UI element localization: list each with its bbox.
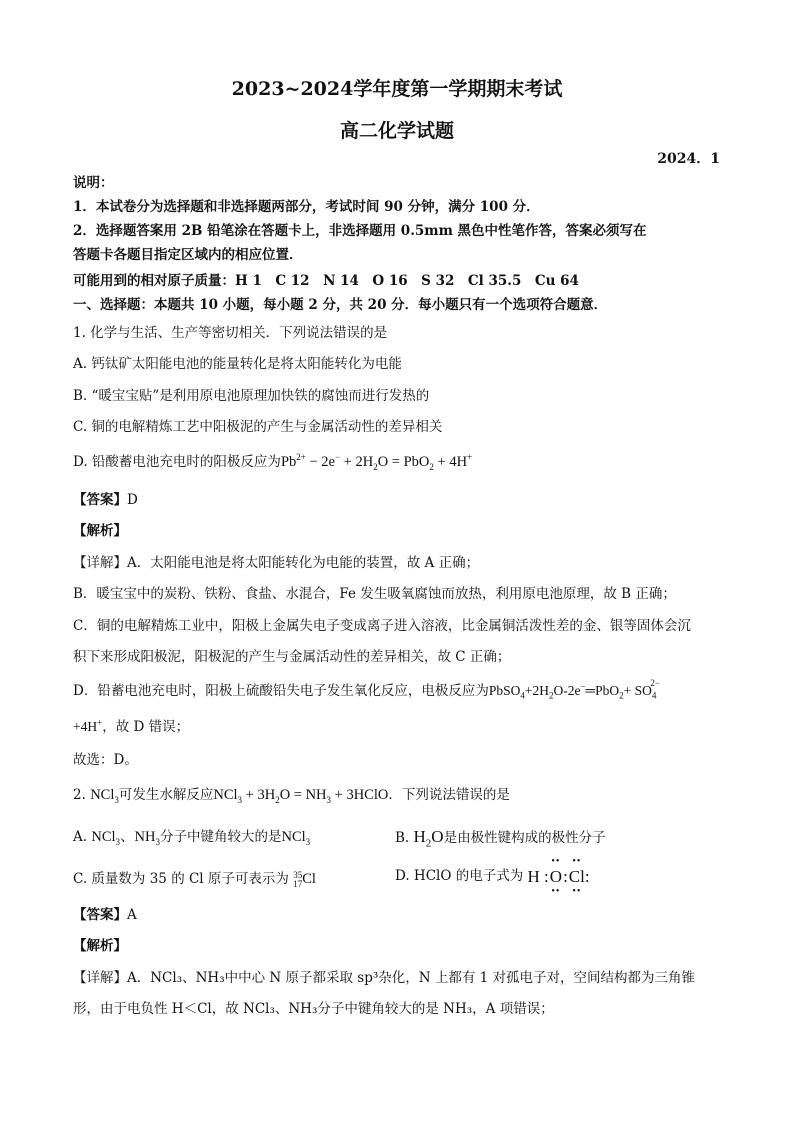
q1-answer-label: 【答案】	[73, 492, 127, 508]
q1-option-a: A. 钙钛矿太阳能电池的能量转化是将太阳能转化为电能	[73, 356, 402, 372]
q2-option-a-answer-formula: NCl$_3$	[281, 829, 311, 847]
q1-option-d-label: D. 铅酸蓄电池充电时的阳极反应为	[73, 454, 281, 470]
q2-option-b-text: 是由极性键构成的极性分子	[443, 830, 606, 846]
notes-item-2-line1: 2．选择题答案用 2B 铅笔涂在答题卡上，非选择题用 0.5mm 黑色中性笔作答，答案必须写在	[73, 223, 647, 239]
q1-detail-d-line2	[73, 718, 189, 736]
q1-option-d-equation: $Pb^{2+} - 2e^- + 2H_2O = PbO_2 + 4H^+$	[280, 452, 473, 472]
q2-detail-a-line1: 【详解】A．NCl₃、NH₃中中心 N 原子都采取 sp³杂化，N 上都有 1 对孤电子对，空间结构都为三角锥	[73, 970, 696, 986]
q2-option-b	[395, 826, 606, 850]
q2-stem	[73, 786, 510, 804]
q2-answer-value: A	[127, 907, 137, 923]
q1-option-d	[73, 453, 472, 471]
q1-option-c: C. 铜的电解精炼工艺中阳极泥的产生与金属活动性的差异相关	[73, 419, 443, 435]
exam-title: 2023~2024学年度第一学期期末考试	[231, 78, 563, 100]
q2-stem-suffix: ．下列说法错误的是	[388, 787, 510, 803]
section1-heading: 一、选择题：本题共 10 小题，每小题 2 分，共 20 分．每小题只有一个选项符合题意．	[73, 297, 608, 313]
q2-option-a-text: 分子中键角较大的是	[159, 829, 282, 845]
q2-option-b-label: B.	[395, 830, 410, 846]
q1-detail-b: B．暖宝宝中的炭粉、铁粉、食盐、水混合，Fe 发生吸氧腐蚀而放热，利用原电池原理，故 B 正确；	[73, 586, 676, 602]
atomic-masses: 可能用到的相对原子质量：H 1 C 12 N 14 O 16 S 32 Cl 35.5 Cu 64	[73, 273, 579, 289]
q1-detail-c-line1: C．铜的电解精炼工业中，阳极上金属失电子变成离子进入溶液，比金属铜活泼性差的金、银等固体会沉	[73, 618, 691, 634]
q1-detail-d-equation: $PbSO_4+2H_2O-2e^-═PbO_2+ SO_4^{2-}$	[488, 677, 660, 701]
q2-option-a-label: A.	[73, 829, 88, 845]
q2-hydrolysis-equation: $NCl_3 + 3H_2O = NH_3$ + 3HClO	[213, 787, 389, 805]
q1-answer-value: D	[127, 492, 138, 508]
notes-item-2-line2: 答题卡各题目指定区域内的相应位置．	[73, 247, 303, 263]
q1-stem: 1. 化学与生活、生产等密切相关．下列说法错误的是	[73, 325, 388, 341]
q2-answer-label: 【答案】	[73, 907, 127, 923]
q1-detail-d-equation-tail: +4H+	[73, 717, 103, 734]
q2-option-c-text: C. 质量数为 35 的 Cl 原子可表示为	[73, 871, 289, 887]
q2-formula-ncl3: NCl$_3$	[90, 787, 119, 805]
q2-option-c	[73, 870, 316, 889]
q2-option-a	[73, 828, 310, 846]
q1-detail-d-tail: ，故 D 错误；	[102, 719, 190, 735]
q2-option-d	[395, 856, 590, 897]
exam-subtitle: 高二化学试题	[339, 120, 454, 142]
q1-detail-a: 【详解】A．太阳能电池是将太阳能转化为电能的装置，故 A 正确；	[73, 555, 480, 571]
q1-detail-c-line2: 积下来形成阳极泥，阳极泥的产生与金属活动性的差异相关，故 C 正确；	[73, 649, 511, 665]
q1-option-b: B. “暖宝宝贴”是利用原电池原理加快铁的腐蚀而进行发热的	[73, 388, 430, 404]
q1-conclusion: 故选：D。	[73, 752, 138, 768]
q1-detail-d-line1	[73, 677, 666, 701]
q2-detail-a-line2: 形，由于电负性 H＜Cl，故 NCl₃、NH₃分子中键角较大的是 NH₃，A 项错误；	[73, 1001, 554, 1017]
q1-answer	[73, 491, 138, 509]
q2-option-a-formulas: NCl$_3$、$NH_3$	[91, 829, 160, 847]
q1-analysis-label: 【解析】	[73, 523, 127, 539]
q1-detail-d-text: D．铅蓄电池充电时，阳极上硫酸铅失电子发生氧化反应，电极反应为	[73, 683, 489, 699]
q2-option-c-nuclide: 35 17Cl	[293, 869, 316, 889]
notes-item-1: 1．本试卷分为选择题和非选择题两部分，考试时间 90 分钟，满分 100 分．	[73, 199, 540, 215]
hclo-electron-dot-formula: H :O •• •• :Cl •• •• :	[527, 856, 590, 897]
exam-date: 2024．1	[657, 151, 720, 167]
q2-answer	[73, 906, 137, 924]
q2-stem-text: 可发生水解反应	[118, 787, 214, 803]
q2-option-d-text: D. HClO 的电子式为	[395, 868, 524, 884]
q2-option-b-formula: $H_2O$	[413, 827, 444, 850]
notes-heading: 说明：	[73, 175, 114, 191]
q2-analysis-label: 【解析】	[73, 938, 127, 954]
q2-number: 2.	[73, 787, 86, 803]
